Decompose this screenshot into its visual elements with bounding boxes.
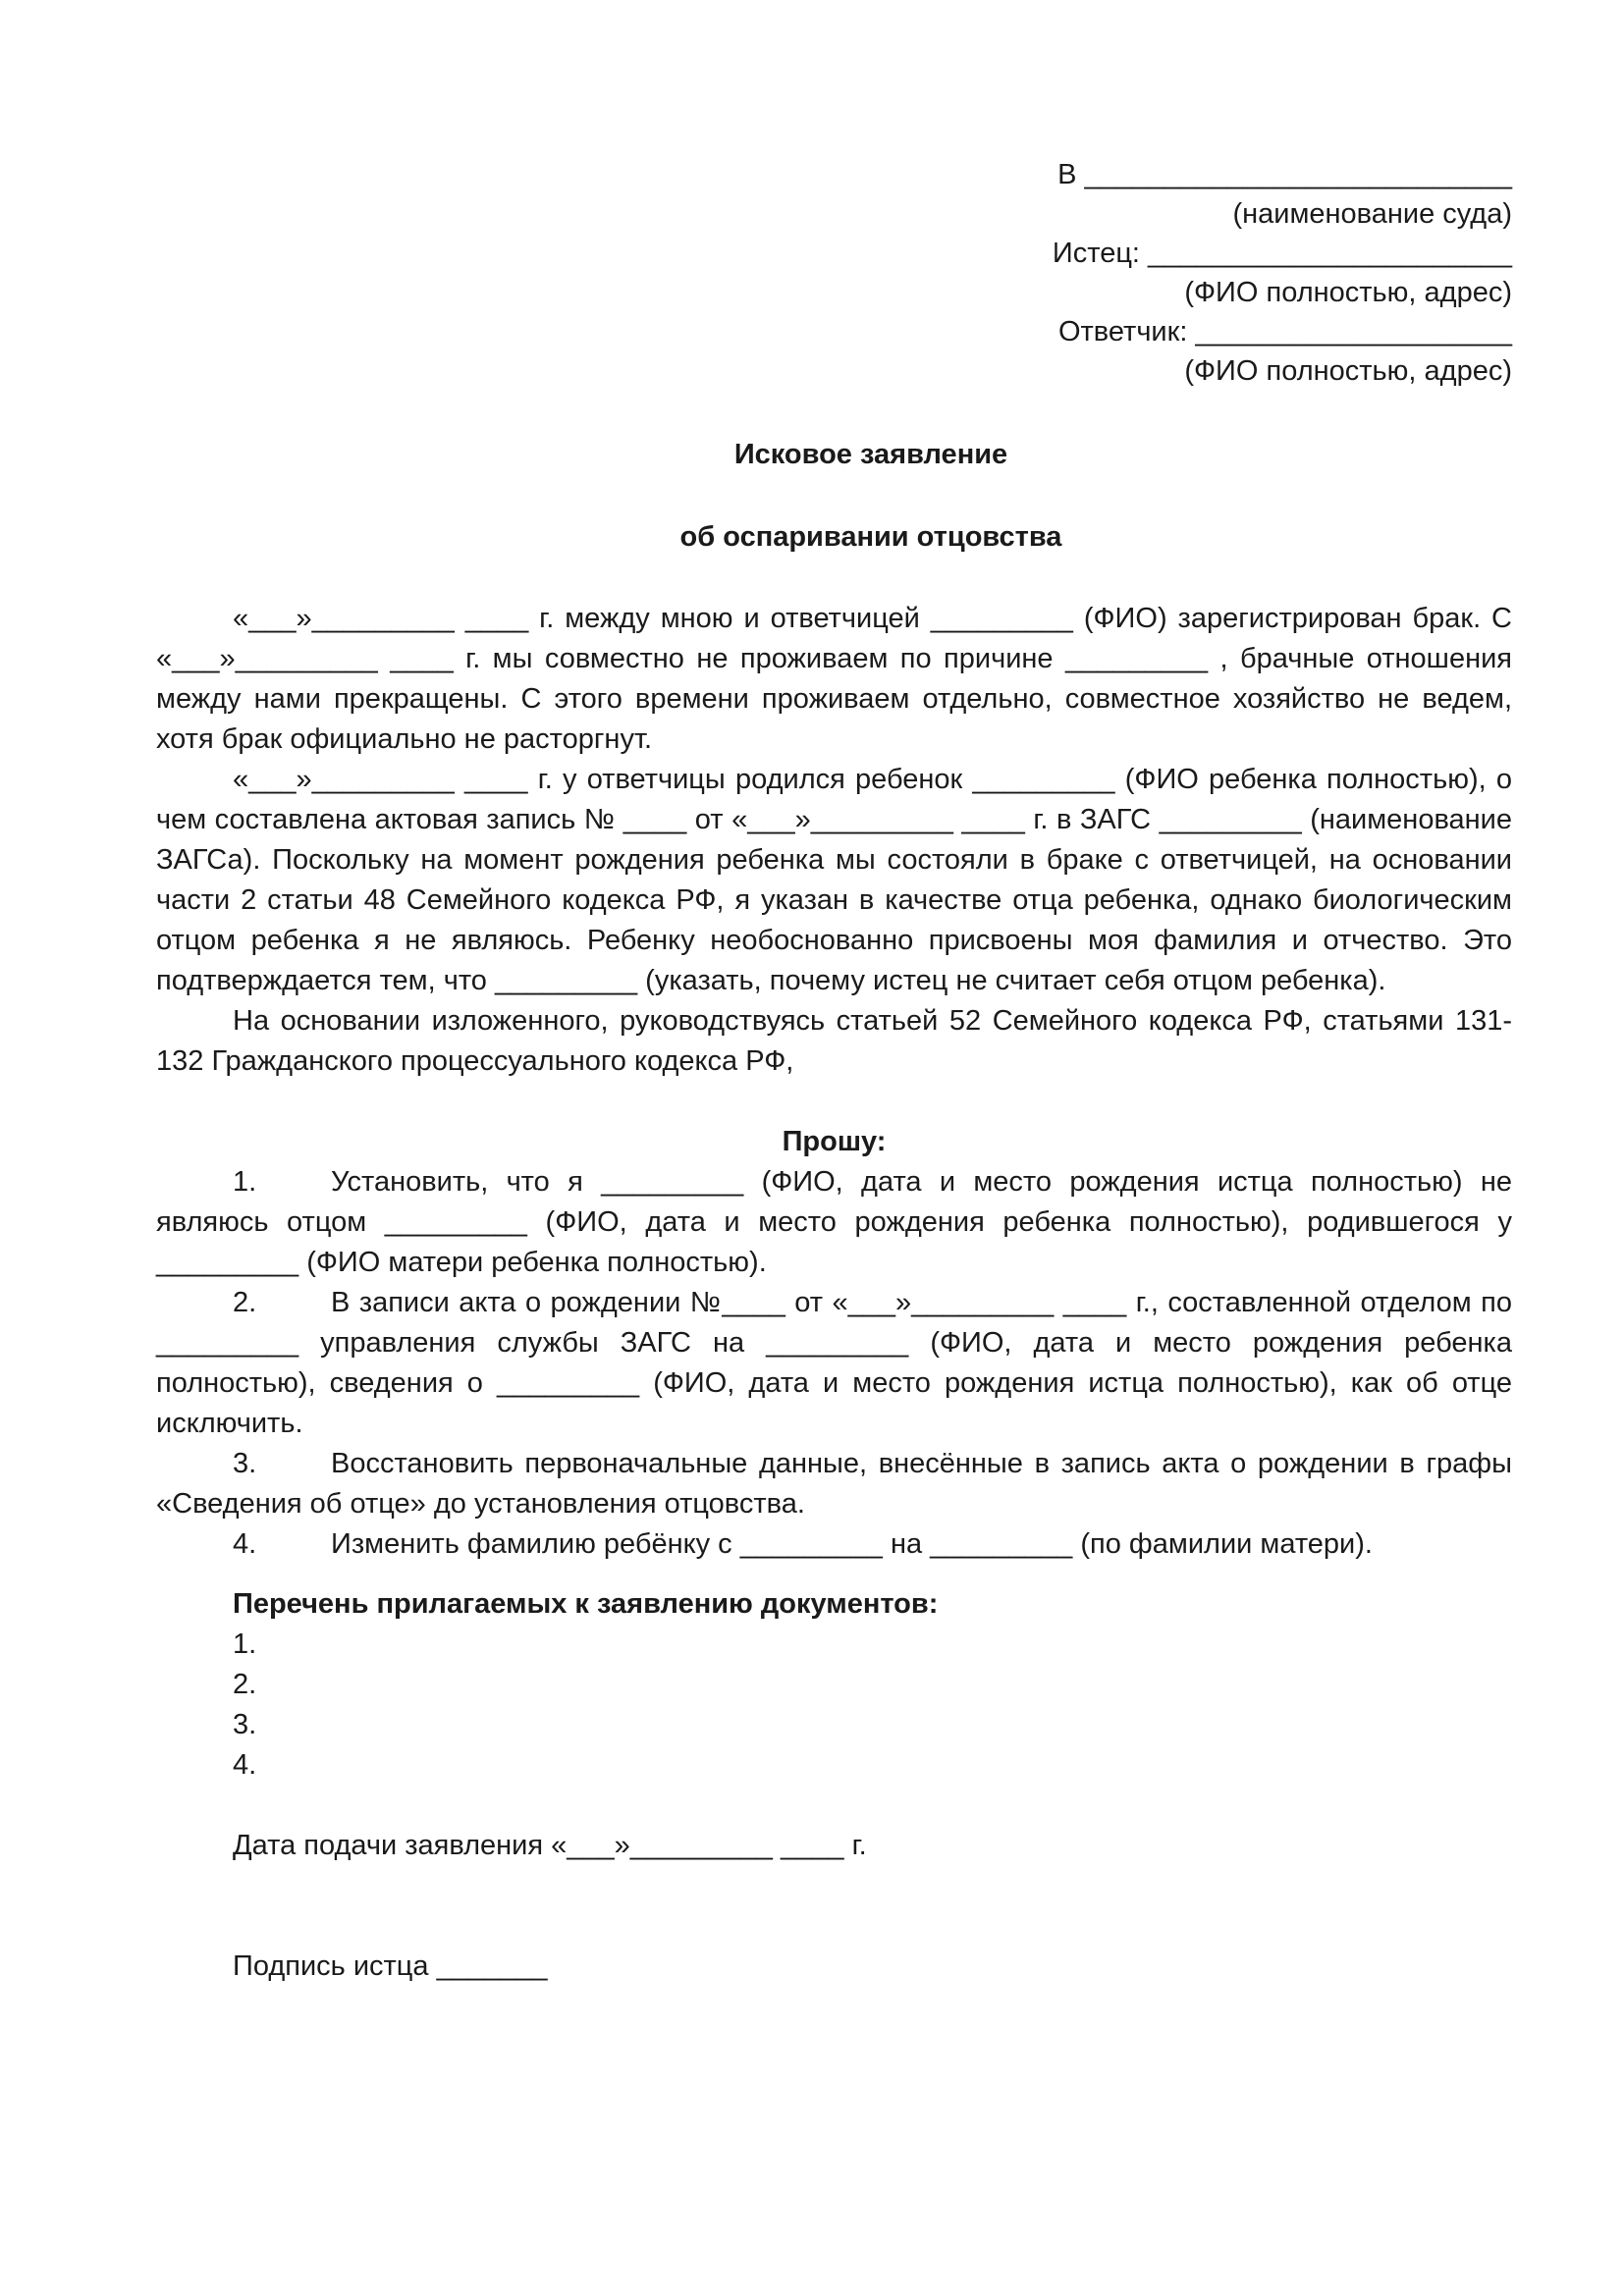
addressee-block <box>982 155 1512 391</box>
paragraph-marriage: «___»_________ ____ г. между мною и ответчицей _________ (ФИО) зарегистрирован брак. С «___»_________ ____ г. мы совместно не проживаем по причине _________ , брачные отношения между нами прекращены. С этого времени проживаем отдельно, совместное хозяйство не ведем, хотя брак официально не расторгнут. <box>156 603 1512 755</box>
document-subtitle: об оспаривании отцовства <box>679 521 1062 553</box>
signature-line: Подпись истца _______ <box>233 1950 548 1982</box>
paragraph-child-birth: «___»_________ ____ г. у ответчицы родился ребенок _________ (ФИО ребенка полностью), о чем составлена актовая запись № ____ от «___»_________ ____ г. в ЗАГС _________ (наименование ЗАГСа). Поскольку на момент рождения ребенка мы состояли в браке с ответчицей, на основании части 2 статьи 48 Семейного кодекса РФ, я указан в качестве отца ребенка, однако биологическим отцом ребенка я не являюсь. Ребенку необоснованно присвоены моя фамилия и отчество. Это подтверждается тем, что _________ (указать, почему истец не считает себя отцом ребенка). <box>156 764 1512 996</box>
request-text: Восстановить первоначальные данные, внесённые в запись акта о рождении в графы «Сведения об отце» до установления отцовства. <box>156 1448 1512 1520</box>
document-title: Исковое заявление <box>733 439 1008 470</box>
request-item <box>156 1162 1512 1283</box>
defendant-caption: (ФИО полностью, адрес) <box>1184 355 1512 387</box>
request-item <box>156 1524 1512 1565</box>
request-number: 1. <box>233 1166 257 1198</box>
request-item <box>156 1283 1512 1444</box>
document-body <box>156 599 1512 1987</box>
attachment-item: 4. <box>233 1749 257 1781</box>
attachments-heading: Перечень прилагаемых к заявлению документов: <box>233 1588 939 1620</box>
paragraph-legal-basis: На основании изложенного, руководствуясь статьей 52 Семейного кодекса РФ, статьями 131-132 Гражданского процессуального кодекса РФ, <box>156 1005 1512 1077</box>
request-number: 2. <box>233 1287 257 1318</box>
request-heading: Прошу: <box>782 1126 887 1157</box>
court-line: В ___________________________ <box>1057 159 1512 190</box>
request-text: Изменить фамилию ребёнку с _________ на _________ (по фамилии матери). <box>331 1528 1373 1560</box>
request-number: 3. <box>233 1448 257 1479</box>
court-caption: (наименование суда) <box>1232 198 1512 230</box>
attachment-item: 2. <box>233 1669 257 1700</box>
plaintiff-caption: (ФИО полностью, адрес) <box>1184 277 1512 308</box>
plaintiff-line: Истец: _______________________ <box>1052 238 1512 269</box>
request-text: В записи акта о рождении №____ от «___»_________ ____ г., составленной отделом по _________ управления службы ЗАГС на _________ (ФИО, дата и место рождения ребенка полностью), сведения о _________ (ФИО, дата и место рождения истца полностью), как об отце исключить. <box>156 1287 1512 1439</box>
request-number: 4. <box>233 1528 257 1560</box>
attachment-item: 1. <box>233 1629 257 1660</box>
attachment-item: 3. <box>233 1709 257 1740</box>
request-item <box>156 1444 1512 1524</box>
request-text: Установить, что я _________ (ФИО, дата и место рождения истца полностью) не являюсь отцом _________ (ФИО, дата и место рождения ребенка полностью), родившегося у _________ (ФИО матери ребенка полностью). <box>156 1166 1512 1278</box>
defendant-line: Ответчик: ____________________ <box>1057 316 1512 347</box>
filing-date-line: Дата подачи заявления «___»_________ ____ г. <box>233 1830 867 1861</box>
